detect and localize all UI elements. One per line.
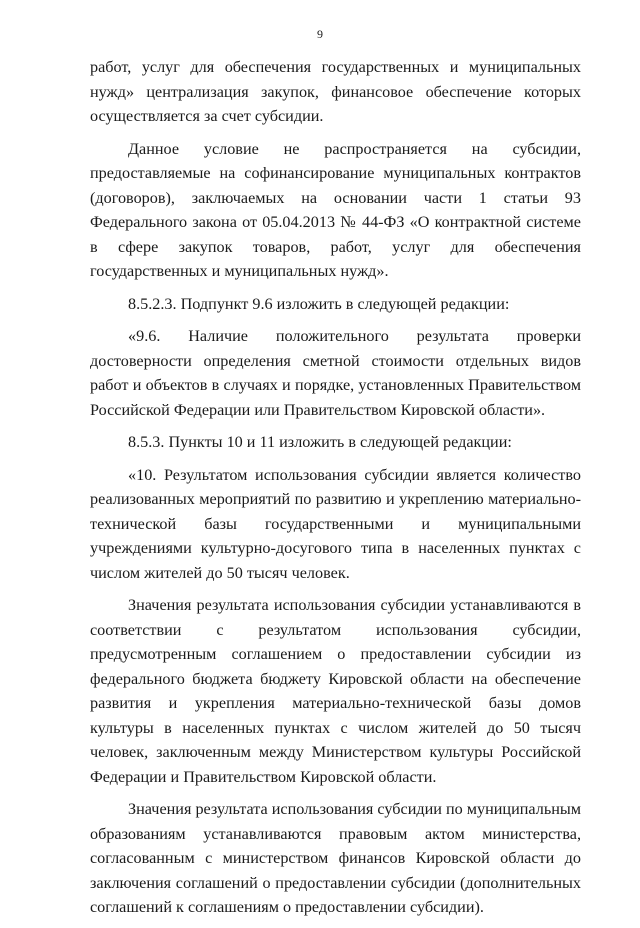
page-number: 9: [317, 27, 323, 41]
paragraph-item-8-5-3: 8.5.3. Пункты 10 и 11 изложить в следующей редакции:: [128, 433, 512, 451]
paragraph-item-9-6: «9.6. Наличие положительного результата проверки достоверности определения сметной стоимости отдельных видов работ и объектов в случаях и порядке, установленных Правительством Российской Федерации или Правительством Кировской области».: [90, 327, 581, 419]
paragraph-exception: Данное условие не распространяется на субсидии, предоставляемые на софинансирование муниципальных контрактов (договоров), заключаемых на основании части 1 статьи 93 Федерального закона от 05.04.2013 № 44-ФЗ «О контрактной системе в сфере закупок товаров, работ, услуг для обеспечения государственных и муниципальных нужд».: [90, 139, 581, 280]
paragraph-item-8-5-2-3: 8.5.2.3. Подпункт 9.6 изложить в следующей редакции:: [128, 294, 510, 313]
document-body: [90, 55, 581, 928]
paragraph-continuation: работ, услуг для обеспечения государственных и муниципальных нужд» централизация закупок, финансовое обеспечение которых осуществляется за счет субсидии.: [90, 58, 581, 125]
paragraph-item-10: «10. Результатом использования субсидии является количество реализованных мероприятий по развитию и укреплению материально-технической базы государственными и муниципальными учреждениями культурно-досугового типа в населенных пунктах с числом жителей до 50 тысяч человек.: [90, 465, 581, 582]
paragraph-result-values: Значения результата использования субсидии устанавливаются в соответствии с результатом использования субсидии, предусмотренным соглашением о предоставлении субсидии из федерального бюджета бюджету Кировской области на обеспечение развития и укрепления материально-технической базы домов культуры в населенных пунктах с числом жителей до 50 тысяч человек, заключенным между Министерством культуры Российской Федерации и Правительством Кировской области.: [90, 596, 581, 786]
paragraph-municipal-values: Значения результата использования субсидии по муниципальным образованиям устанавливаются правовым актом министерства, согласованным с министерством финансов Кировской области до заключения соглашений о предоставлении субсидии (дополнительных соглашений к соглашениям о предоставлении субсидии).: [90, 800, 581, 916]
